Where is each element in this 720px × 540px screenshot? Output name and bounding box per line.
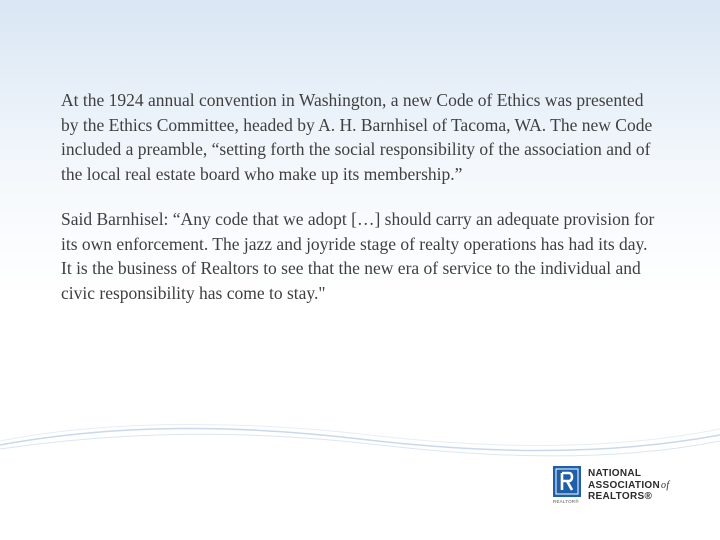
logo-line-2 [588, 480, 669, 492]
logo-of: of [661, 479, 670, 491]
logo-line-2-text: ASSOCIATION [588, 479, 661, 491]
realtor-mark-caption: REALTOR® [553, 499, 579, 504]
logo-line-3: REALTORS® [588, 491, 653, 502]
paragraph-1: At the 1924 annual convention in Washington, a new Code of Ethics was presented by the Ethics Committee, headed by A. H. Barnhisel of Tacoma, WA. The new Code included a preamble, “setting forth the social responsibility of the association and of the local real estate board who make up its membership.” [61, 90, 653, 184]
logo-line-1: NATIONAL [588, 468, 642, 479]
nar-logo [553, 466, 693, 506]
body-text [61, 88, 661, 326]
logo-wordmark [588, 468, 669, 503]
paragraph-2: Said Barnhisel: “Any code that we adopt […] should carry an adequate provision for its own enforcement. The jazz and joyride stage of realty operations has had its day. It is the business of Realtors to see that the new era of service to the individual and civic responsibility has come to stay." [61, 209, 655, 303]
decorative-wave [0, 405, 720, 475]
